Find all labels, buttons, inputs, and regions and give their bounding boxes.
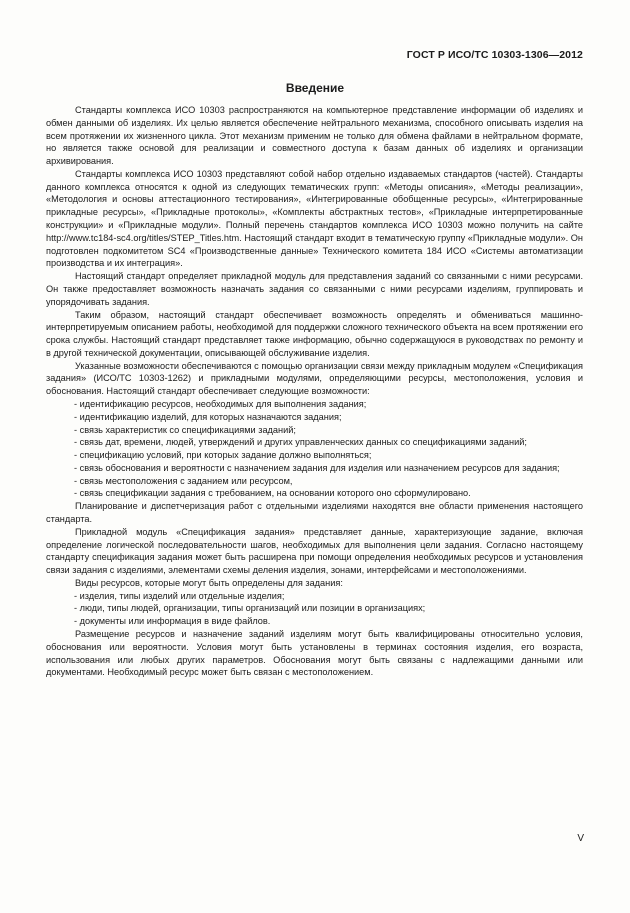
list-item: - люди, типы людей, организации, типы организаций или позиции в организациях;: [74, 603, 426, 614]
paragraph: Виды ресурсов, которые могут быть определены для задания:: [75, 577, 343, 588]
list-item: - связь местоположения с заданием или ресурсом,: [74, 475, 293, 486]
list-item: - документы или информация в виде файлов.: [74, 616, 271, 627]
paragraph: Планирование и диспетчеризация работ с отдельными изделиями находятся вне области применения настоящего стандарта.: [46, 501, 583, 524]
list-item: - идентификацию изделий, для которых назначаются задания;: [74, 411, 342, 422]
list-item: - связь дат, времени, людей, утверждений и других управленческих данных со спецификациями заданий;: [74, 437, 527, 448]
section-title: Введение: [285, 81, 345, 95]
paragraph: Настоящий стандарт определяет прикладной модуль для представления заданий со связанными с ними ресурсами. Он также предоставляет возможность назначать задания со связанными с ними ресурсами изделиям, группировать и упорядочивать задания.: [46, 271, 583, 307]
paragraph: Размещение ресурсов и назначение заданий изделиям могут быть квалифицированы относительно условия, обоснования или вероятности. Условия могут быть установлены в терминах состояния изделия, его возраста, использования или любых других параметров. Обоснования могут быть связаны с надлежащими данными или документами. Необходимый ресурс может быть связан с местоположением.: [46, 629, 583, 678]
list-item: - спецификацию условий, при которых задание должно выполняться;: [74, 450, 372, 461]
paragraph: Таким образом, настоящий стандарт обеспечивает возможность определять и обмениваться машинно-интерпретируемым описанием работы, необходимой для поддержки сложного технического объекта на всем протяжении его срока службы. Настоящий стандарт представляет также информацию, обычно содержащуюся в руководствах по ремонту и в другой технической документации, описывающей обслуживание изделия.: [46, 309, 583, 358]
page-number: V: [577, 833, 584, 844]
standard-designation: ГОСТ Р ИСО/ТС 10303-1306—2012: [406, 49, 583, 61]
list-item: - изделия, типы изделий или отдельные изделия;: [74, 590, 285, 601]
paragraph: Стандарты комплекса ИСО 10303 представляют собой набор отдельно издаваемых стандартов (частей). Стандарты данного комплекса относятся к одной из следующих тематических групп: «Методы описания», «Методы реализации», «Методология и основы аттестационного тестирования», «Интегрированные обобщенные ресурсы», «Интегрированные прикладные ресурсы», «Прикладные протоколы», «Комплекты абстрактных тестов», «Прикладные интерпретированные конструкции» и «Прикладные модули». Полный перечень стандартов комплекса ИСО 10303 можно получить на сайте http://www.tc184-sc4.org/titles/STEP_Titles.htm. Настоящий стандарт входит в тематическую группу «Прикладные модули». Он подготовлен подкомитетом SC4 «Производственные данные» Технического комитета 184 ИСО «Системы автоматизации производства и их интеграция».: [46, 168, 583, 269]
list-item: - связь характеристик со спецификациями заданий;: [74, 424, 296, 435]
list-item: - идентификацию ресурсов, необходимых для выполнения задания;: [74, 398, 367, 409]
document-body: [46, 104, 583, 679]
paragraph: Стандарты комплекса ИСО 10303 распространяются на компьютерное представление информации об изделиях и обмен данными об изделиях. Их целью является обеспечение нейтрального механизма, способного описывать изделия на всем протяжении их жизненного цикла. Этот механизм применим не только для обмена файлами в нейтральном формате, но является также основой для реализации и совместного доступа к базам данных об изделиях и организации архивирования.: [46, 105, 583, 167]
paragraph: Прикладной модуль «Спецификация задания» представляет данные, характеризующие задание, включая определение логической последовательности шагов, необходимых для выполнения цели задания. Согласно настоящему стандарту спецификация задания может быть расширена при помощи определения необходимых ресурсов и установления связи задания с изделиями, элементами схемы деления изделия, зонами, интерфейсами и местоположениями.: [46, 526, 583, 576]
list-item: - связь спецификации задания с требованием, на основании которого оно сформулировано.: [74, 488, 471, 499]
paragraph: Указанные возможности обеспечиваются с помощью организации связи между прикладным модулем «Спецификация задания» (ИСО/ТС 10303-1262) и прикладными модулями, определяющими ресурсы, местоположения, условия и обоснования. Настоящий стандарт обеспечивает следующие возможности:: [46, 360, 583, 397]
list-item: - связь обоснования и вероятности с назначением задания для изделия или назначением ресурсов для задания;: [74, 462, 560, 473]
